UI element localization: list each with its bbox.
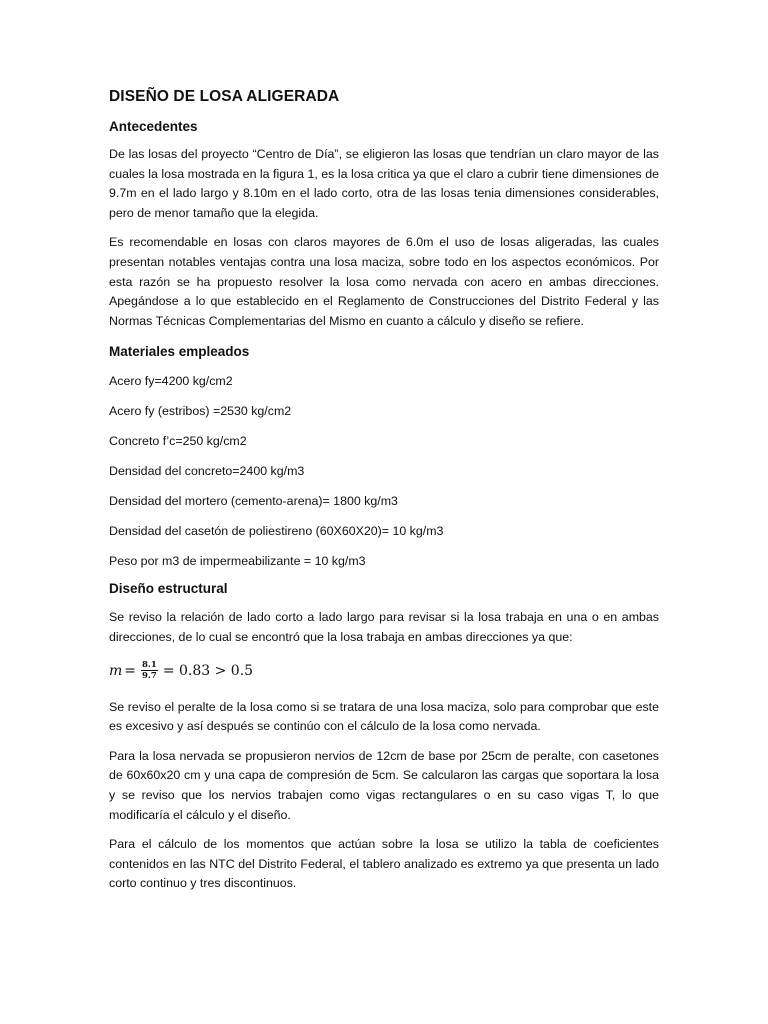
material-item: Concreto f’c=250 kg/cm2: [109, 434, 247, 449]
equation-result: = 0.83 > 0.5: [162, 662, 254, 679]
ratio-equation: [109, 656, 659, 686]
paragraph-antecedentes-1: De las losas del proyecto “Centro de Día”, se eligieron las losas que tendrían un claro mayor de las cuales la losa mostrada en la figura 1, es la losa critica ya que el claro a cubrir tiene dimensiones de 9.7m en el lado largo y 8.10m en el lado corto, otra de las losas tenia dimensiones considerables, pero de menor tamaño que la elegida.: [109, 147, 659, 220]
paragraph-diseno-2: Se reviso el peralte de la losa como si se tratara de una losa maciza, solo para comprobar que este es excesivo y así después se continúo con el cálculo de la losa como nervada.: [109, 699, 659, 734]
heading-antecedentes: Antecedentes: [109, 119, 198, 134]
material-item: Acero fy (estribos) =2530 kg/cm2: [109, 404, 292, 419]
material-item: Peso por m3 de impermeabilizante = 10 kg/m3: [109, 554, 366, 569]
fraction-denominator: 9.7: [142, 671, 157, 682]
paragraph-antecedentes-2: Es recomendable en losas con claros mayores de 6.0m el uso de losas aligeradas, las cuales presentan notables ventajas contra una losa maciza, sobre todo en los aspectos económicos. Por esta razón se ha propuesto resolver la losa como nervada con acero en ambas direcciones. Apegándose a lo que establecido en el Reglamento de Construcciones del Distrito Federal y las Normas Técnicas Complementarias del Mismo en cuanto a cálculo y diseño se refiere.: [109, 235, 659, 328]
paragraph-diseno-4: Para el cálculo de los momentos que actúan sobre la losa se utilizo la tabla de coeficientes contenidos en las NTC del Distrito Federal, el tablero analizado es extremo ya que presenta un lado corto continuo y tres discontinuos.: [109, 837, 659, 891]
material-item: Densidad del casetón de poliestireno (60X60X20)= 10 kg/m3: [109, 524, 444, 539]
material-item: Densidad del mortero (cemento-arena)= 1800 kg/m3: [109, 494, 398, 509]
equation-equals: =: [124, 662, 137, 679]
equation-variable: m: [109, 662, 123, 679]
paragraph-diseno-1: Se reviso la relación de lado corto a lado largo para revisar si la losa trabaja en una o en ambas direcciones, de lo cual se encontró que la losa trabaja en ambas direcciones ya que:: [109, 610, 659, 644]
heading-diseno-estructural: Diseño estructural: [109, 581, 228, 597]
paragraph-diseno-3: Para la losa nervada se propusieron nervios de 12cm de base por 25cm de peralte, con casetones de 60x60x20 cm y una capa de compresión de 5cm. Se calcularon las cargas que soportara la losa y se reviso que los nervios trabajen como vigas rectangulares o en su caso vigas T, lo que modificaría el cálculo y el diseño.: [109, 748, 659, 822]
fraction-numerator: 8.1: [142, 660, 157, 671]
heading-materiales: Materiales empleados: [109, 344, 250, 360]
equation-fraction: [141, 660, 158, 681]
material-item: Densidad del concreto=2400 kg/m3: [109, 464, 305, 479]
material-item: Acero fy=4200 kg/cm2: [109, 374, 233, 389]
document-title: DISEÑO DE LOSA ALIGERADA: [109, 88, 340, 105]
document-body: [109, 88, 659, 904]
